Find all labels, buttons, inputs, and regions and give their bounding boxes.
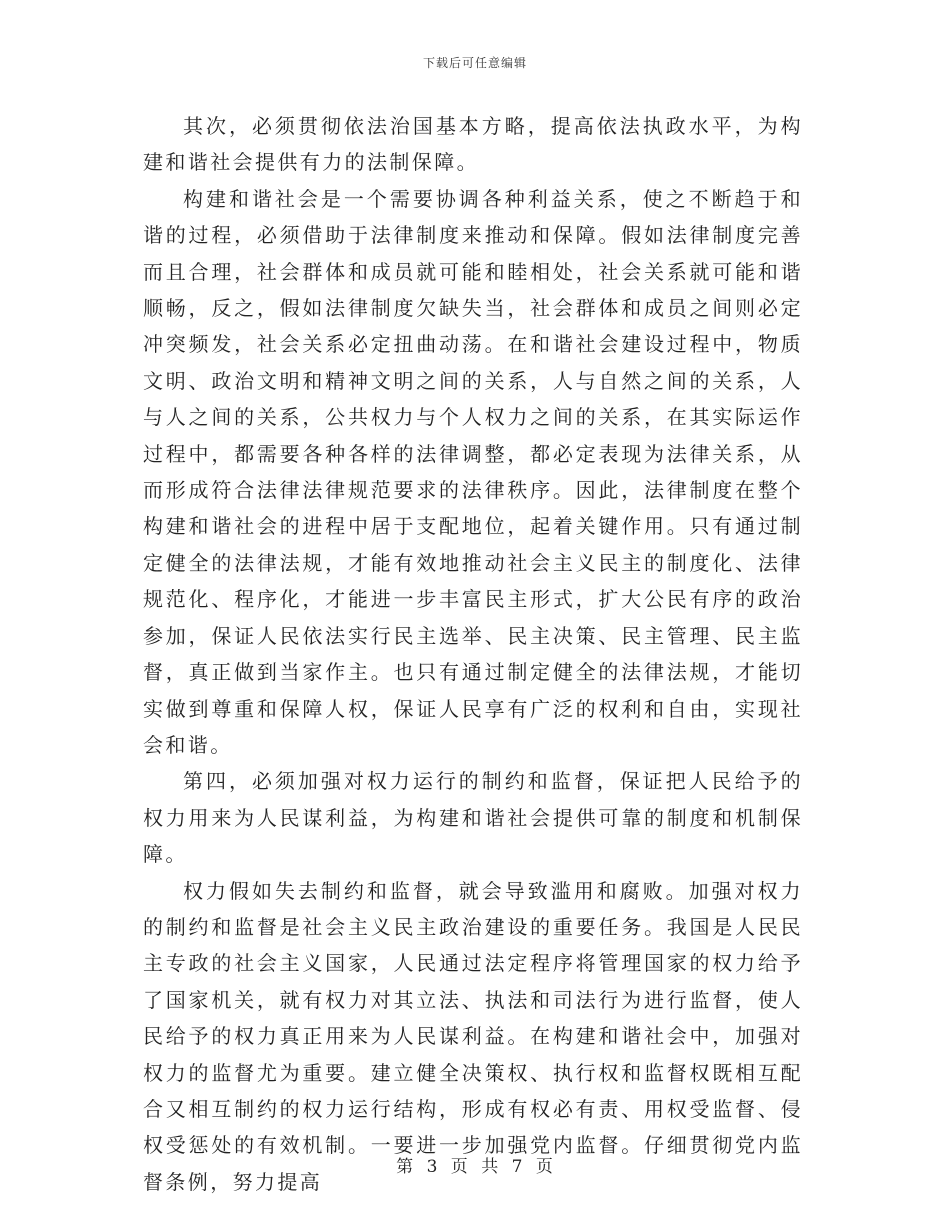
body-text xyxy=(143,108,803,1200)
paragraph: 其次，必须贯彻依法治国基本方略，提高依法执政水平，为构建和谐社会提供有力的法制保障。 xyxy=(143,114,803,175)
paragraph: 权力假如失去制约和监督，就会导致滥用和腐败。加强对权力的制约和监督是社会主义民主政治建设的重要任务。我国是人民民主专政的社会主义国家，人民通过法定程序将管理国家的权力给予了国家机关，就有权力对其立法、执法和司法行为进行监督，使人民给予的权力真正用来为人民谋利益。在构建和谐社会中，加强对权力的监督尤为重要。建立健全决策权、执行权和监督权既相互配合又相互制约的权力运行结构，形成有权必有责、用权受监督、侵权受惩处的有效机制。一要进一步加强党内监督。仔细贯彻党内监督条例，努力提高 xyxy=(143,878,803,1194)
header-note: 下载后可任意编辑 xyxy=(422,56,527,70)
paragraph: 第四，必须加强对权力运行的制约和监督，保证把人民给予的权力用来为人民谋利益，为构建和谐社会提供可靠的制度和机制保障。 xyxy=(143,769,803,867)
page-number: 第 3 页 共 7 页 xyxy=(396,1157,554,1177)
paragraph: 构建和谐社会是一个需要协调各种利益关系，使之不断趋于和谐的过程，必须借助于法律制度来推动和保障。假如法律制度完善而且合理，社会群体和成员就可能和睦相处，社会关系就可能和谐顺畅，反之，假如法律制度欠缺失当，社会群体和成员之间则必定冲突频发，社会关系必定扭曲动荡。在和谐社会建设过程中，物质文明、政治文明和精神文明之间的关系，人与自然之间的关系，人与人之间的关系，公共权力与个人权力之间的关系，在其实际运作过程中，都需要各种各样的法律调整，都必定表现为法律关系，从而形成符合法律法律规范要求的法律秩序。因此，法律制度在整个构建和谐社会的进程中居于支配地位，起着关键作用。只有通过制定健全的法律法规，才能有效地推动社会主义民主的制度化、法律规范化、程序化，才能进一步丰富民主形式，扩大公民有序的政治参加，保证人民依法实行民主选举、民主决策、民主管理、民主监督，真正做到当家作主。也只有通过制定健全的法律法规，才能切实做到尊重和保障人权，保证人民享有广泛的权利和自由，实现社会和谐。 xyxy=(143,186,803,757)
